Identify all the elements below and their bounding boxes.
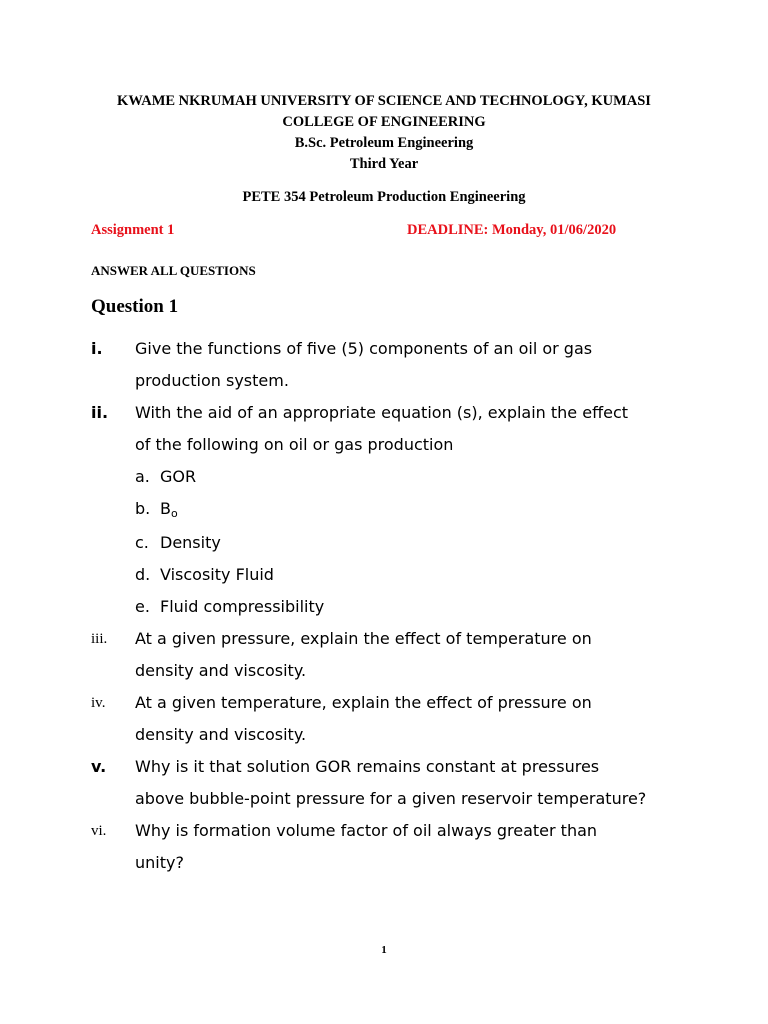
item-line: density and viscosity. [135, 661, 307, 680]
instruction-text: ANSWER ALL QUESTIONS [91, 263, 256, 278]
item-number: iv. [91, 695, 106, 711]
item-line: density and viscosity. [135, 725, 307, 744]
sub-letter: a. [135, 467, 150, 486]
sub-item-e [135, 591, 711, 623]
sub-item-a [135, 461, 711, 493]
sub-letter: b. [135, 499, 151, 518]
question-item-ii [91, 397, 711, 623]
sub-item-b [135, 493, 711, 527]
sub-letter: d. [135, 565, 151, 584]
deadline-text: DEADLINE: Monday, 01/06/2020 [407, 222, 617, 238]
item-line: Why is it that solution GOR remains constant at pressures [135, 757, 600, 776]
item-number: i. [91, 339, 103, 358]
question-item-vi [91, 815, 711, 879]
sub-item-d [135, 559, 711, 591]
question-item-iv [91, 687, 711, 751]
item-number: vi. [91, 823, 107, 839]
sub-subscript: o [170, 507, 178, 520]
sub-text: Fluid compressibility [160, 597, 325, 616]
sub-text: Density [160, 533, 221, 552]
item-line: production system. [135, 371, 289, 390]
question-list [91, 333, 711, 879]
university-name: KWAME NKRUMAH UNIVERSITY OF SCIENCE AND TECHNOLOGY, KUMASI [117, 93, 651, 109]
sub-letter: e. [135, 597, 150, 616]
programme-name: B.Sc. Petroleum Engineering [294, 135, 474, 151]
question-item-i [91, 333, 711, 397]
item-number: ii. [91, 403, 109, 422]
item-line: Give the functions of five (5) components of an oil or gas [135, 339, 593, 358]
item-line: At a given pressure, explain the effect of temperature on [135, 629, 592, 648]
page-number: 1 [381, 944, 387, 956]
item-line: Why is formation volume factor of oil always greater than [135, 821, 598, 840]
item-number: v. [91, 757, 107, 776]
item-line: With the aid of an appropriate equation (s), explain the effect [135, 403, 629, 422]
sub-list [135, 461, 711, 623]
sub-item-c [135, 527, 711, 559]
sub-text: GOR [160, 467, 197, 486]
question-item-v [91, 751, 711, 815]
sub-letter: c. [135, 533, 149, 552]
item-line: above bubble-point pressure for a given reservoir temperature? [135, 789, 647, 808]
question-title: Question 1 [91, 296, 179, 317]
course-title: PETE 354 Petroleum Production Engineering [242, 189, 526, 205]
item-line: unity? [135, 853, 184, 872]
college-name: COLLEGE OF ENGINEERING [282, 114, 486, 130]
question-item-iii [91, 623, 711, 687]
item-line: At a given temperature, explain the effect of pressure on [135, 693, 592, 712]
item-number: iii. [91, 631, 108, 647]
year-of-study: Third Year [349, 156, 419, 172]
sub-text: Viscosity Fluid [160, 565, 274, 584]
assignment-label: Assignment 1 [91, 222, 175, 238]
sub-text: B [160, 499, 171, 518]
item-line: of the following on oil or gas production [135, 435, 454, 454]
